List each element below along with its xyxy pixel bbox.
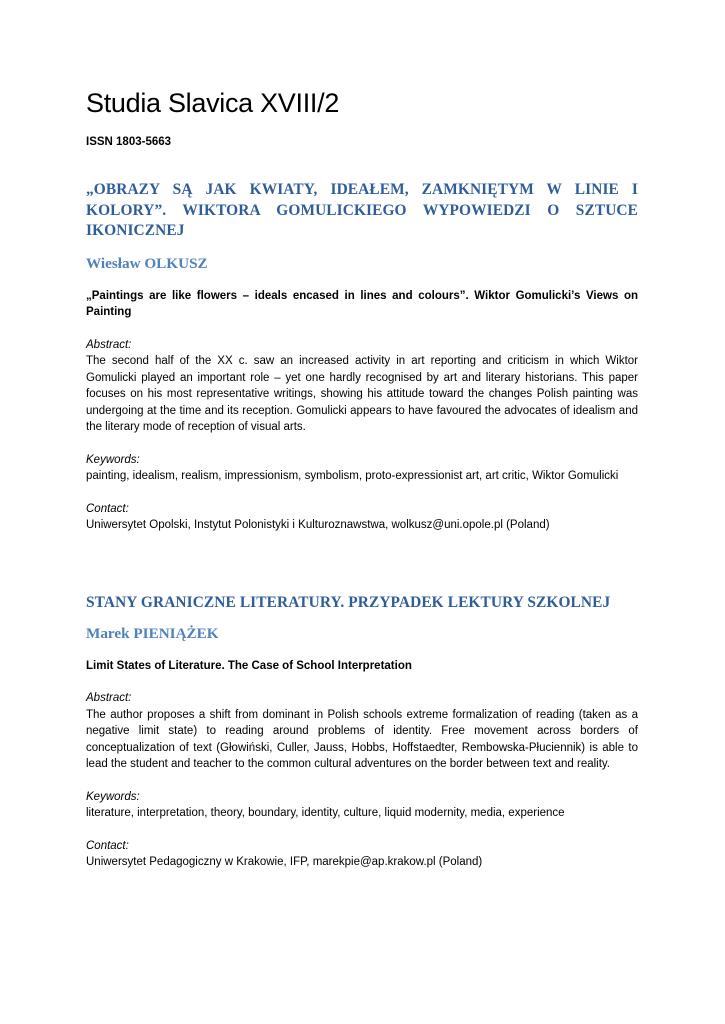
keywords-label: Keywords: xyxy=(86,453,140,466)
article-author: Marek PIENIĄŻEK xyxy=(86,624,219,642)
abstract-label: Abstract: xyxy=(86,692,132,704)
keywords-text: painting, idealism, realism, impressionism, symbolism, proto-expressionist art, art critic, Wiktor Gomulicki xyxy=(86,470,619,482)
article-author: Wiesław OLKUSZ xyxy=(86,254,208,272)
abstract-text: The second half of the XX c. saw an increased activity in art reporting and criticism in which Wiktor Gomulicki played an important role – yet one hardly recognised by art and literary historians. This paper focuses on his most representative writings, showing his attitude toward the changes Polish painting was undergoing at the time and its reception. Gomulicki appears to have favoured the advocates of idealism and the literary mode of reception of visual arts. xyxy=(86,355,638,433)
contact-label: Contact: xyxy=(86,839,129,852)
article-1 xyxy=(86,180,638,534)
abstract-label: Abstract: xyxy=(86,338,132,351)
contact-label: Contact: xyxy=(86,502,129,515)
contact-text: Uniwersytet Opolski, Instytut Polonistyki i Kulturoznawstwa, wolkusz@uni.opole.pl (Poland) xyxy=(86,519,550,531)
keywords-text: literature, interpretation, theory, boundary, identity, culture, liquid modernity, media, experience xyxy=(86,807,565,819)
contact-text: Uniwersytet Pedagogiczny w Krakowie, IFP, marekpie@ap.krakow.pl (Poland) xyxy=(86,856,483,868)
keywords-label: Keywords: xyxy=(86,790,140,803)
article-title: STANY GRANICZNE LITERATURY. PRZYPADEK LEKTURY SZKOLNEJ xyxy=(86,594,611,611)
article-2 xyxy=(86,593,638,871)
issn: ISSN 1803-5663 xyxy=(86,136,172,148)
article-title: „OBRAZY SĄ JAK KWIATY, IDEAŁEM, ZAMKNIĘTYM W LINIE I KOLORY”. WIKTORA GOMULICKIEGO WYPOWIEDZI O SZTUCE IKONICZNEJ xyxy=(86,181,638,239)
journal-title: Studia Slavica XVIII/2 xyxy=(86,88,340,118)
english-title: „Paintings are like flowers – ideals encased in lines and colours”. Wiktor Gomulicki’s Views on Painting xyxy=(86,289,638,318)
english-title: Limit States of Literature. The Case of School Interpretation xyxy=(86,659,412,672)
abstract-text: The author proposes a shift from dominant in Polish schools extreme formalization of reading (taken as a negative limit state) to reading around problems of identity. Free movement across borders of conceptualization of text (Głowiński, Culler, Jauss, Hobbs, Hoffstaedter, Rembowska-Płuciennik) is able to lead the student and teacher to the common cultural adventures on the border between text and reality. xyxy=(86,708,638,770)
